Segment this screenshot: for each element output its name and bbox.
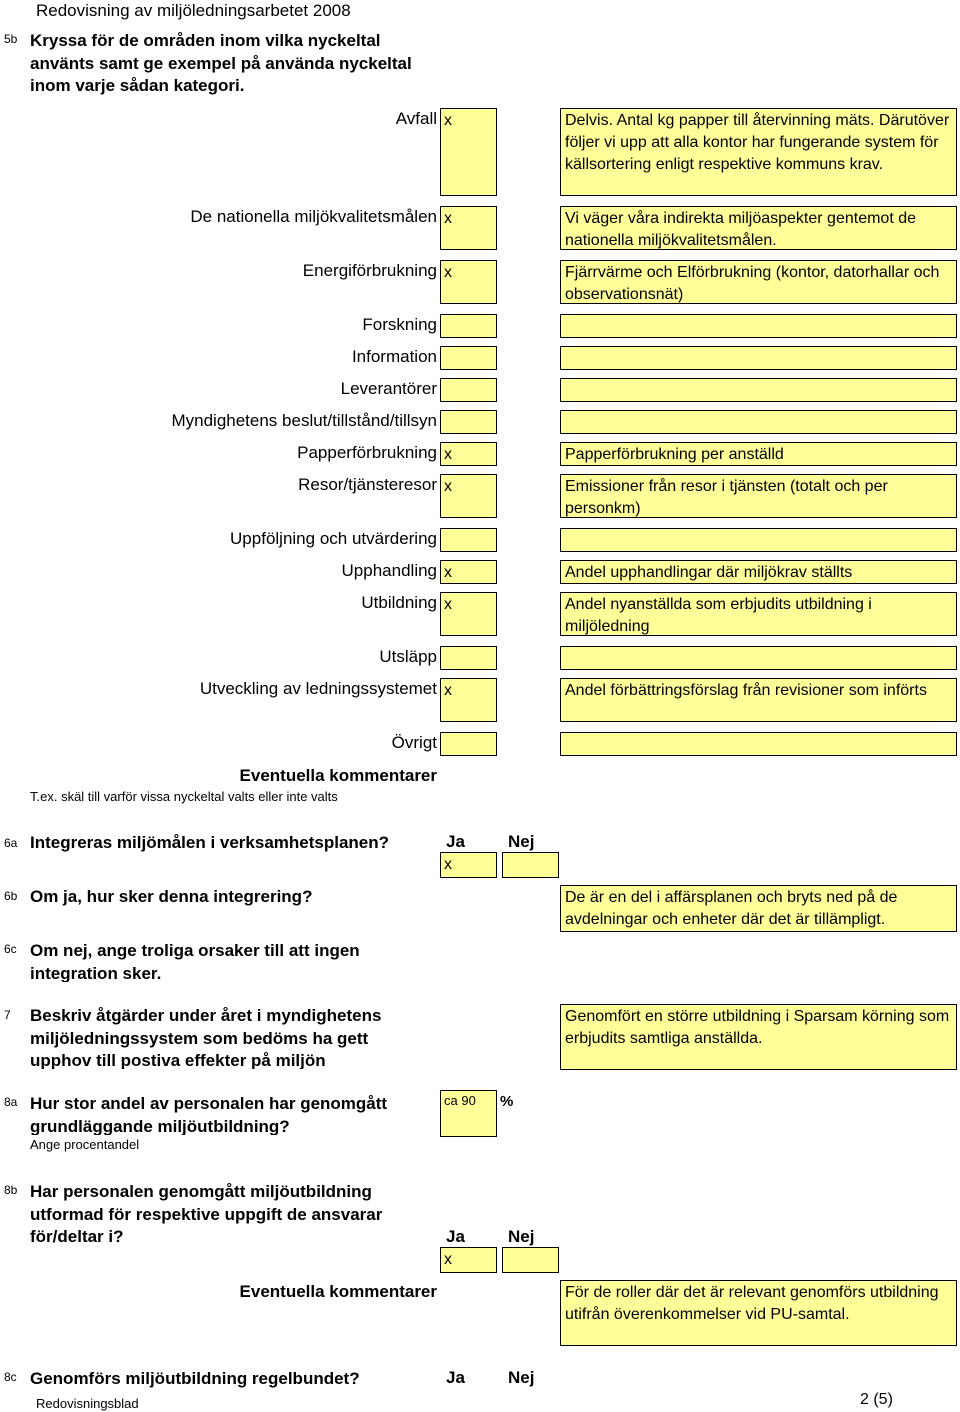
footer-label: Redovisningsblad <box>36 1396 139 1411</box>
key-figure-label: De nationella miljökvalitetsmålen <box>190 207 437 226</box>
key-figure-checkbox[interactable]: x <box>440 474 497 518</box>
key-figure-checkbox[interactable]: x <box>440 206 497 250</box>
key-figure-example-field[interactable]: Delvis. Antal kg papper till återvinning mäts. Därutöver följer vi upp att alla kontor har fungerande system för källsortering enligt respektive kommuns krav. <box>560 108 957 196</box>
question-number: 5b <box>4 32 18 46</box>
answer-field[interactable]: För de roller där det är relevant genomförs utbildning utifrån överenkommelser vid PU-samtal. <box>560 1280 957 1346</box>
question-text: Har personalen genomgått miljöutbildning utformad för respektive uppgift de ansvarar för/deltar i? <box>30 1182 383 1246</box>
question-text: Kryssa för de områden inom vilka nyckeltal använts samt ge exempel på använda nyckeltal inom varje sådan kategori. <box>30 31 412 95</box>
comments-label: Eventuella kommentarer <box>239 766 437 785</box>
key-figure-example-field[interactable] <box>560 378 957 402</box>
key-figure-label: Utveckling av ledningssystemet <box>199 679 437 698</box>
key-figure-label: Papperförbrukning <box>297 443 437 462</box>
key-figure-label: Upphandling <box>341 561 437 580</box>
key-figure-example-field[interactable]: Andel förbättringsförslag från revisioner som införts <box>560 678 957 722</box>
key-figure-label: Leverantörer <box>340 379 437 398</box>
question-text: Hur stor andel av personalen har genomgått grundläggande miljöutbildning? <box>30 1094 388 1135</box>
key-figure-example-field[interactable]: Emissioner från resor i tjänsten (totalt och per personkm) <box>560 474 957 518</box>
question-number: 6b <box>4 889 18 903</box>
yes-checkbox[interactable]: x <box>440 1247 497 1273</box>
key-figure-example-field[interactable] <box>560 732 957 756</box>
answer-field[interactable]: Genomfört en större utbildning i Sparsam körning som erbjudits samtliga anställda. <box>560 1004 957 1070</box>
percent-unit: % <box>500 1093 514 1110</box>
no-checkbox[interactable] <box>502 1247 559 1273</box>
key-figure-example-field[interactable] <box>560 646 957 670</box>
yes-label: Ja <box>446 832 465 851</box>
no-label: Nej <box>508 832 535 851</box>
question-text: Beskriv åtgärder under året i myndighetens miljöledningssystem som bedöms ha gett upphov till postiva effekter på miljön <box>30 1006 382 1069</box>
key-figure-checkbox[interactable]: x <box>440 678 497 722</box>
no-label: Nej <box>508 1368 535 1387</box>
key-figure-example-field[interactable] <box>560 528 957 552</box>
key-figure-example-field[interactable] <box>560 346 957 370</box>
key-figure-checkbox[interactable]: x <box>440 108 497 196</box>
yes-label: Ja <box>446 1227 465 1246</box>
question-text: Om ja, hur sker denna integrering? <box>30 887 313 906</box>
key-figure-checkbox[interactable]: x <box>440 260 497 304</box>
key-figure-checkbox[interactable] <box>440 646 497 670</box>
key-figure-checkbox[interactable] <box>440 378 497 402</box>
question-number: 6a <box>4 836 18 850</box>
key-figure-checkbox[interactable] <box>440 346 497 370</box>
key-figure-checkbox[interactable]: x <box>440 442 497 466</box>
key-figure-label: Utbildning <box>361 593 437 612</box>
question-text: Genomförs miljöutbildning regelbundet? <box>30 1369 360 1388</box>
page-number: 2 (5) <box>860 1391 893 1408</box>
key-figure-checkbox[interactable] <box>440 314 497 338</box>
question-number: 6c <box>4 942 17 956</box>
key-figure-label: Energiförbrukning <box>302 261 437 280</box>
key-figure-label: Myndighetens beslut/tillstånd/tillsyn <box>171 411 437 430</box>
question-hint: Ange procentandel <box>30 1137 140 1152</box>
key-figure-example-field[interactable]: Vi väger våra indirekta miljöaspekter gentemot de nationella miljökvalitetsmålen. <box>560 206 957 250</box>
question-text: Om nej, ange troliga orsaker till att ingen integration sker. <box>30 941 360 982</box>
key-figure-label: Information <box>351 347 437 366</box>
key-figure-label: Avfall <box>395 109 437 128</box>
key-figure-example-field[interactable]: Papperförbrukning per anställd <box>560 442 957 466</box>
key-figure-example-field[interactable]: Andel nyanställda som erbjudits utbildning i miljöledning <box>560 592 957 636</box>
yes-label: Ja <box>446 1368 465 1387</box>
key-figure-label: Utsläpp <box>379 647 437 666</box>
key-figure-label: Resor/tjänsteresor <box>298 475 437 494</box>
question-number: 8c <box>4 1370 17 1384</box>
key-figure-example-field[interactable] <box>560 410 957 434</box>
answer-field[interactable]: De är en del i affärsplanen och bryts ned på de avdelningar och enheter där det är tillämpligt. <box>560 885 957 932</box>
key-figure-checkbox[interactable] <box>440 528 497 552</box>
key-figure-example-field[interactable] <box>560 314 957 338</box>
percentage-field[interactable]: ca 90 <box>440 1090 497 1137</box>
question-number: 8a <box>4 1095 18 1109</box>
key-figure-checkbox[interactable] <box>440 732 497 756</box>
question-number: 7 <box>4 1008 11 1022</box>
page-header-title: Redovisning av miljöledningsarbetet 2008 <box>36 1 351 20</box>
no-checkbox[interactable] <box>502 852 559 878</box>
key-figure-label: Forskning <box>362 315 437 334</box>
key-figure-example-field[interactable]: Fjärrvärme och Elförbrukning (kontor, datorhallar och observationsnät) <box>560 260 957 304</box>
key-figure-label: Uppföljning och utvärdering <box>230 529 437 548</box>
key-figure-checkbox[interactable] <box>440 410 497 434</box>
comments-label: Eventuella kommentarer <box>239 1282 437 1301</box>
question-text: Integreras miljömålen i verksamhetsplanen? <box>30 833 390 852</box>
no-label: Nej <box>508 1227 535 1246</box>
yes-checkbox[interactable]: x <box>440 852 497 878</box>
question-number: 8b <box>4 1183 18 1197</box>
key-figure-example-field[interactable]: Andel upphandlingar där miljökrav ställts <box>560 560 957 584</box>
key-figure-checkbox[interactable]: x <box>440 560 497 584</box>
comments-hint: T.ex. skäl till varför vissa nyckeltal valts eller inte valts <box>30 789 338 804</box>
key-figure-label: Övrigt <box>391 733 437 752</box>
key-figure-checkbox[interactable]: x <box>440 592 497 636</box>
